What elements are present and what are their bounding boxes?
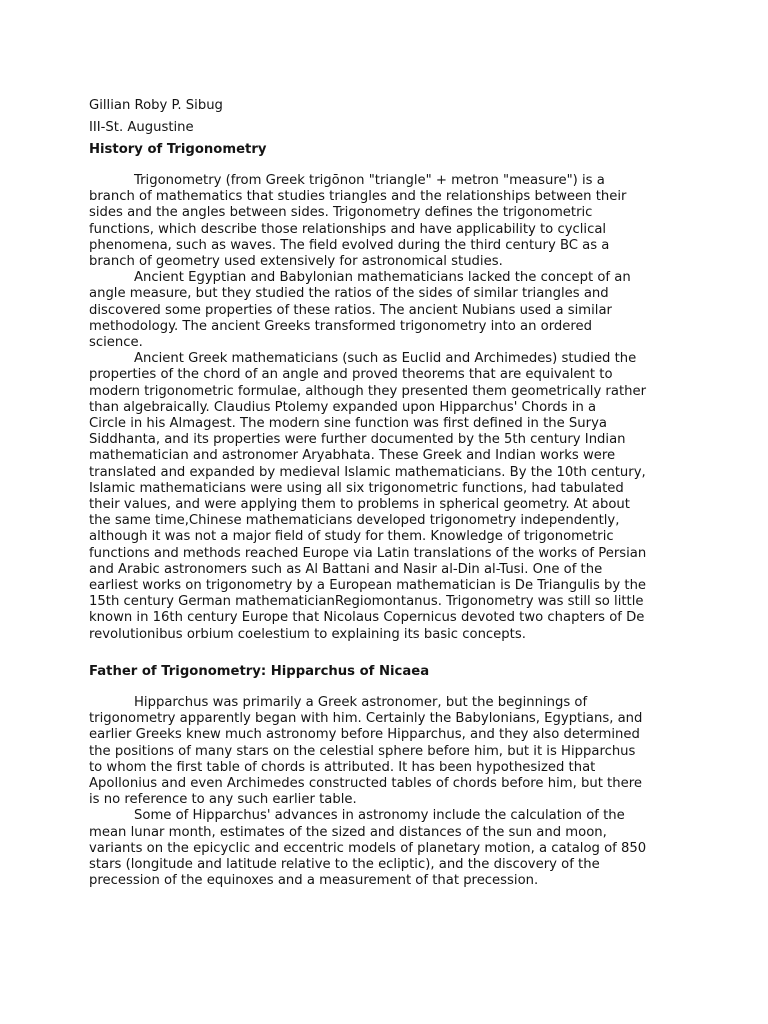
text-line: Trigonometry (from Greek trigōnon "triangle" + metron "measure") is a (134, 173, 605, 188)
text-line: precession of the equinoxes and a measurement of that precession. (89, 873, 539, 889)
text-line: 15th century German mathematicianRegiomontanus. Trigonometry was still so little (89, 594, 644, 610)
father-body (89, 695, 679, 889)
text-line: Islamic mathematicians were using all six trigonometric functions, had tabulated (89, 480, 624, 496)
text-line: mathematician and astronomer Aryabhata. These Greek and Indian works were (89, 448, 616, 464)
text-line: known in 16th century Europe that Nicolaus Copernicus devoted two chapters of De (89, 610, 645, 626)
text-line: angle measure, but they studied the ratios of the sides of similar triangles and (89, 286, 609, 302)
text-line: their values, and were applying them to problems in spherical geometry. At about (89, 497, 630, 513)
section-spacer (89, 643, 679, 661)
document-title: History of Trigonometry (89, 142, 267, 157)
text-line: Ancient Greek mathematicians (such as Euclid and Archimedes) studied the (134, 351, 637, 367)
text-line: branch of mathematics that studies triangles and the relationships between their (89, 189, 627, 205)
text-line: translated and expanded by medieval Islamic mathematicians. By the 10th century, (89, 464, 646, 480)
text-line: Hipparchus was primarily a Greek astronomer, but the beginnings of (134, 694, 588, 710)
text-line: science. (89, 335, 143, 351)
text-line: Apollonius and even Archimedes constructed tables of chords before him, but there (89, 775, 642, 791)
text-line: functions and methods reached Europe via Latin translations of the works of Persian (89, 545, 647, 561)
text-line: to whom the first table of chords is attributed. It has been hypothesized that (89, 759, 596, 775)
text-line: methodology. The ancient Greeks transformed trigonometry into an ordered (89, 318, 593, 334)
text-line: Circle in his Almagest. The modern sine function was first defined in the Surya (89, 416, 607, 432)
text-line: stars (longitude and latitude relative to the ecliptic), and the discovery of the (89, 856, 600, 872)
author-name: Gillian Roby P. Sibug (89, 98, 223, 113)
text-line: earliest works on trigonometry by a European mathematician is De Triangulis by the (89, 578, 647, 594)
text-line: the same time,Chinese mathematicians developed trigonometry independently, (89, 513, 620, 529)
text-line: Ancient Egyptian and Babylonian mathematicians lacked the concept of an (134, 270, 631, 286)
text-line: modern trigonometric formulae, although they presented them geometrically rather (89, 383, 647, 399)
text-line: revolutionibus orbium coelestium to explaining its basic concepts. (89, 626, 526, 642)
text-line: functions, which describe those relationships and have applicability to cyclical (89, 221, 607, 237)
document-page (89, 95, 679, 889)
history-body (89, 173, 679, 643)
father-heading: Father of Trigonometry: Hipparchus of Nicaea (89, 663, 430, 679)
text-line: than algebraically. Claudius Ptolemy expanded upon Hipparchus' Chords in a (89, 399, 597, 415)
text-line: mean lunar month, estimates of the sized and distances of the sun and moon, (89, 824, 607, 840)
class-section: III-St. Augustine (89, 120, 194, 135)
text-line: properties of the chord of an angle and proved theorems that are equivalent to (89, 367, 613, 383)
text-line: sides and the angles between sides. Trigonometry defines the trigonometric (89, 205, 593, 221)
text-line: and Arabic astronomers such as Al Battani and Nasir al-Din al-Tusi. One of the (89, 561, 603, 577)
text-line: Some of Hipparchus' advances in astronomy include the calculation of the (134, 808, 625, 824)
text-line: although it was not a major field of study for them. Knowledge of trigonometric (89, 529, 614, 545)
text-line: phenomena, such as waves. The field evolved during the third century BC as a (89, 237, 610, 253)
text-line: variants on the epicyclic and eccentric models of planetary motion, a catalog of 850 (89, 840, 647, 856)
text-line: earlier Greeks knew much astronomy before Hipparchus, and they also determined (89, 727, 640, 743)
text-line: the positions of many stars on the celestial sphere before him, but it is Hipparchus (89, 743, 636, 759)
text-line: is no reference to any such earlier table. (89, 792, 357, 808)
text-line: branch of geometry used extensively for astronomical studies. (89, 254, 503, 270)
text-line: trigonometry apparently began with him. Certainly the Babylonians, Egyptians, and (89, 711, 643, 727)
text-line: discovered some properties of these ratios. The ancient Nubians used a similar (89, 302, 612, 318)
text-line: Siddhanta, and its properties were further documented by the 5th century Indian (89, 432, 626, 448)
